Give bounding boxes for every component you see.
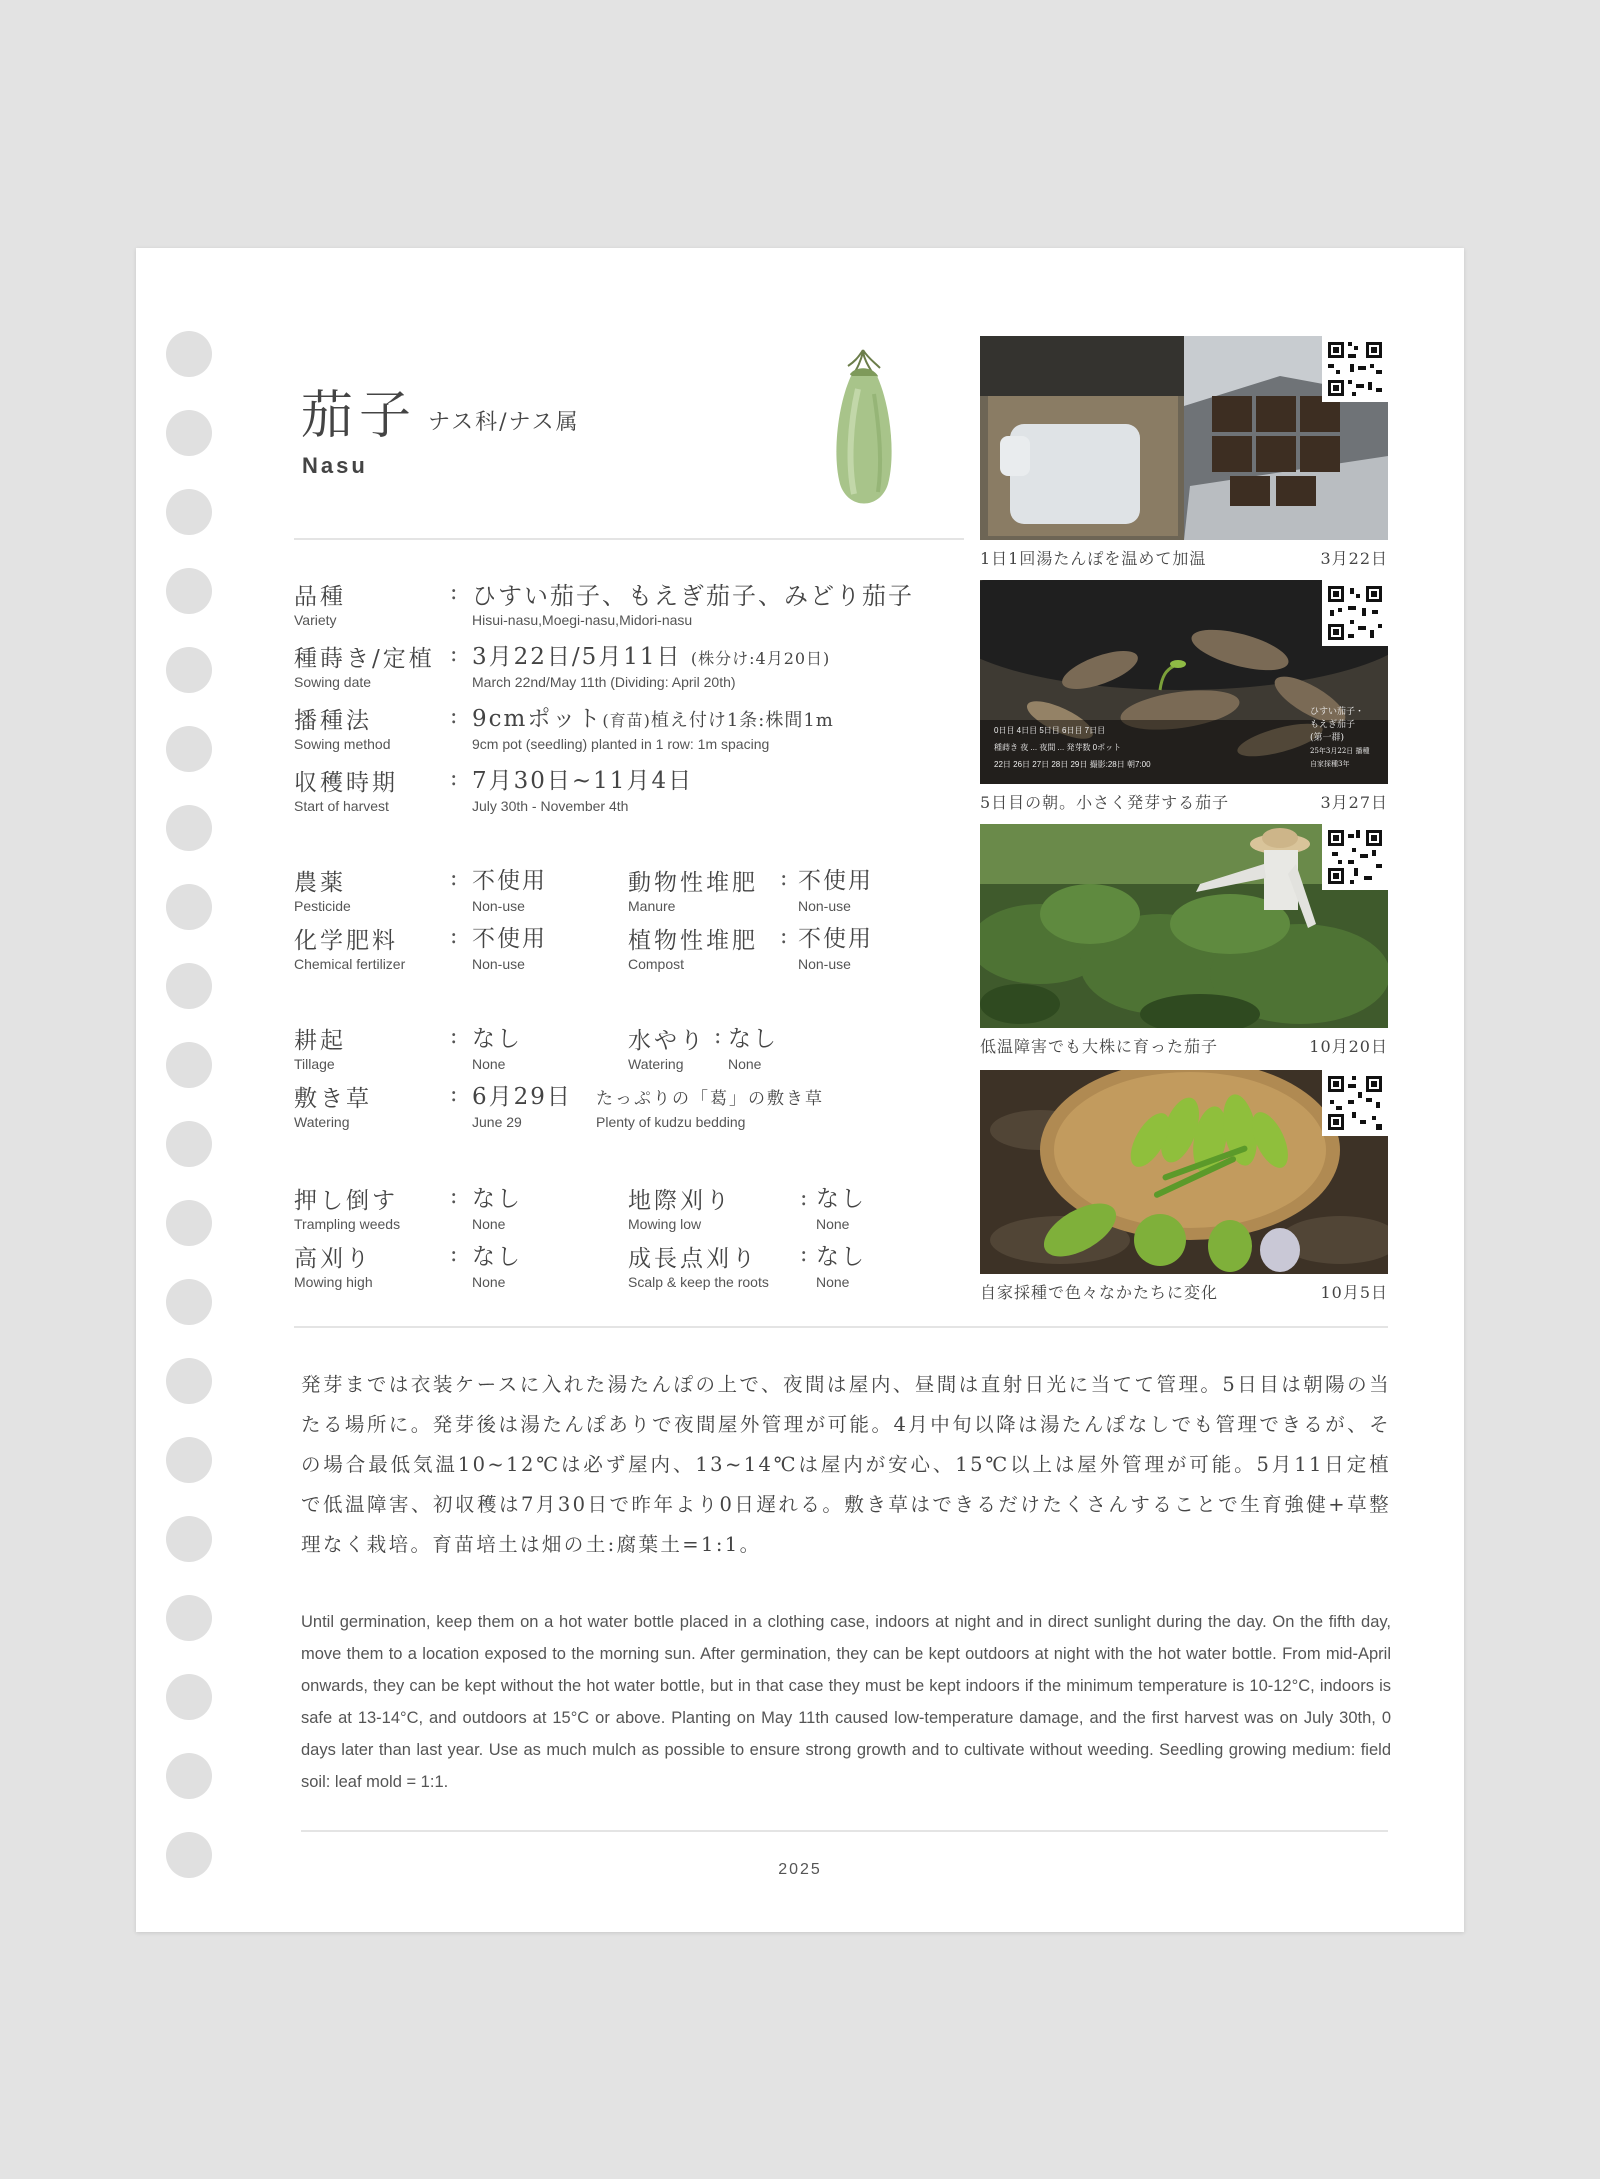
title-divider bbox=[294, 538, 964, 540]
method-value-en: 9cm pot (seedling) planted in 1 row: 1m spacing bbox=[472, 736, 770, 752]
caption-text: 1日1回湯たんぽを温めて加温 bbox=[980, 549, 1207, 568]
description-en: Until germination, keep them on a hot water bottle placed in a clothing case, indoors at night and in direct sunlight during the day. On the fifth day, move them to a location exposed to the morning sun. After germination, they can be kept outdoors at night with the hot water bottle. From mid-April onwards, they can be kept without the hot water bottle, but in that case they must be kept indoors if the minimum temperature is 10-12°C, indoors is safe at 13-14°C, and outdoors at 15°C or above. Planting on May 11th caused low-temperature damage, and the first harvest was on July 30th, 0 days later than last year. Use as much mulch as possible to ensure strong growth and to cultivate without weeding. Seedling growing medium: field soil: leaf mold = 1:1. bbox=[301, 1613, 1391, 1791]
binder-hole bbox=[166, 1753, 212, 1799]
scalp-value: なし bbox=[816, 1244, 866, 1270]
binder-hole bbox=[166, 1121, 212, 1167]
watering-value: なし bbox=[728, 1026, 778, 1052]
harvest-value: 7月30日~11月4日 bbox=[472, 768, 694, 794]
tillage-value: なし bbox=[472, 1026, 522, 1052]
photo-sprouting bbox=[980, 580, 1388, 784]
scalp-label: 成長点刈り bbox=[628, 1246, 758, 1272]
qr-code-icon[interactable] bbox=[1322, 1070, 1388, 1136]
colon: : bbox=[450, 1024, 458, 1049]
overlay-dates: 22日 26日 27日 28日 29日 撮影:28日 朝7:00 bbox=[994, 760, 1151, 769]
mulch-label: 敷き草 bbox=[294, 1086, 372, 1112]
tillage-label: 耕起 bbox=[294, 1028, 346, 1054]
trampling-label-en: Trampling weeds bbox=[294, 1216, 401, 1232]
colon: : bbox=[450, 1242, 458, 1267]
sowing-dates: 3月22日/5月11日 bbox=[472, 644, 682, 670]
binder-hole bbox=[166, 331, 212, 377]
binder-hole bbox=[166, 1516, 212, 1562]
scalp-label-en: Scalp & keep the roots bbox=[628, 1274, 769, 1290]
colon: : bbox=[800, 1186, 808, 1211]
chemical-label: 化学肥料 bbox=[294, 928, 398, 954]
harvest-label: 収穫時期 bbox=[294, 770, 398, 796]
binder-hole bbox=[166, 1674, 212, 1720]
title-romaji: Nasu bbox=[302, 453, 368, 478]
binder-hole bbox=[166, 1200, 212, 1246]
compost-value: 不使用 bbox=[798, 926, 873, 952]
photo-hot-water-bottle bbox=[980, 336, 1388, 540]
binder-hole bbox=[166, 489, 212, 535]
overlay-variety-d: 25年3月22日 播種 bbox=[1310, 747, 1370, 755]
caption-text: 自家採種で色々なかたちに変化 bbox=[980, 1283, 1219, 1302]
method-label-en: Sowing method bbox=[294, 736, 391, 752]
method-label: 播種法 bbox=[294, 708, 372, 734]
photo-overlay-variety bbox=[1310, 706, 1370, 771]
photo-caption bbox=[980, 1280, 1388, 1303]
mulch-label-en: Watering bbox=[294, 1114, 350, 1130]
watering-label-en: Watering bbox=[628, 1056, 684, 1072]
binder-hole bbox=[166, 1042, 212, 1088]
manure-label: 動物性堆肥 bbox=[628, 870, 758, 896]
mulch-note-en: Plenty of kudzu bedding bbox=[596, 1114, 746, 1130]
mulch-value-en: June 29 bbox=[472, 1114, 522, 1130]
variety-label: 品種 bbox=[294, 584, 346, 610]
chemical-value-en: Non-use bbox=[472, 956, 525, 972]
mowing-high-label-en: Mowing high bbox=[294, 1274, 373, 1290]
colon: : bbox=[780, 924, 788, 949]
variety-value-en: Hisui-nasu,Moegi-nasu,Midori-nasu bbox=[472, 612, 693, 628]
overlay-days: 0日目 4日目 5日目 6日目 7日目 bbox=[994, 726, 1106, 735]
tillage-value-en: None bbox=[472, 1056, 506, 1072]
year-footer: 2025 bbox=[778, 1861, 822, 1878]
trampling-label: 押し倒す bbox=[294, 1188, 398, 1214]
pesticide-label-en: Pesticide bbox=[294, 898, 351, 914]
qr-code-icon[interactable] bbox=[1322, 336, 1388, 402]
planting-note: 植え付け1条:株間1m bbox=[650, 710, 834, 731]
sowing-label: 種蒔き/定植 bbox=[294, 646, 435, 672]
document-page bbox=[136, 248, 1464, 1932]
mowing-low-label: 地際刈り bbox=[628, 1188, 732, 1214]
pesticide-value: 不使用 bbox=[472, 868, 547, 894]
chemical-value: 不使用 bbox=[472, 926, 547, 952]
binder-hole bbox=[166, 805, 212, 851]
overlay-variety-b: もえぎ茄子 bbox=[1310, 720, 1356, 730]
watering-value-en: None bbox=[728, 1056, 762, 1072]
manure-value-en: Non-use bbox=[798, 898, 851, 914]
photo-caption bbox=[980, 790, 1388, 813]
harvest-value-en: July 30th - November 4th bbox=[472, 798, 629, 814]
manure-label-en: Manure bbox=[628, 898, 676, 914]
binder-hole bbox=[166, 884, 212, 930]
colon: : bbox=[714, 1024, 722, 1049]
binder-hole bbox=[166, 963, 212, 1009]
caption-text: 5日目の朝。小さく発芽する茄子 bbox=[980, 793, 1230, 812]
eggplant-illustration bbox=[828, 344, 898, 512]
section-divider bbox=[294, 1326, 1388, 1328]
mowing-high-value-en: None bbox=[472, 1274, 506, 1290]
photo-harvest-basket bbox=[980, 1070, 1388, 1274]
photo-eggplant-plants bbox=[980, 824, 1388, 1028]
colon: : bbox=[450, 1184, 458, 1209]
dividing-note: (株分け:4月20日) bbox=[690, 649, 831, 668]
colon: : bbox=[450, 924, 458, 949]
caption-text: 低温障害でも大株に育った茄子 bbox=[980, 1037, 1219, 1056]
seedling-note: (育苗) bbox=[602, 711, 651, 730]
photo-caption bbox=[980, 546, 1388, 569]
caption-date: 10月5日 bbox=[1320, 1283, 1388, 1302]
overlay-rows: 種蒔き 夜 ... 夜間 ... 発芽数 0ポット bbox=[994, 743, 1122, 752]
mowing-low-value-en: None bbox=[816, 1216, 850, 1232]
pesticide-value-en: Non-use bbox=[472, 898, 525, 914]
mowing-high-label: 高刈り bbox=[294, 1246, 372, 1272]
colon: : bbox=[450, 704, 458, 729]
variety-value: ひすい茄子、もえぎ茄子、みどり茄子 bbox=[472, 582, 914, 610]
colon: : bbox=[450, 766, 458, 791]
qr-code-icon[interactable] bbox=[1322, 824, 1388, 890]
compost-label: 植物性堆肥 bbox=[628, 928, 758, 954]
mulch-value: 6月29日 bbox=[472, 1084, 572, 1110]
colon: : bbox=[450, 866, 458, 891]
pesticide-label: 農薬 bbox=[294, 870, 346, 896]
sowing-value-en: March 22nd/May 11th (Dividing: April 20th) bbox=[472, 674, 736, 690]
binder-hole bbox=[166, 1595, 212, 1641]
tillage-label-en: Tillage bbox=[294, 1056, 335, 1072]
caption-date: 10月20日 bbox=[1309, 1037, 1388, 1056]
photo-overlay-text bbox=[994, 722, 1151, 773]
binder-hole bbox=[166, 1437, 212, 1483]
compost-value-en: Non-use bbox=[798, 956, 851, 972]
harvest-label-en: Start of harvest bbox=[294, 798, 389, 814]
mowing-low-label-en: Mowing low bbox=[628, 1216, 702, 1232]
colon: : bbox=[450, 580, 458, 605]
colon: : bbox=[780, 866, 788, 891]
caption-date: 3月22日 bbox=[1320, 549, 1388, 568]
binder-hole bbox=[166, 568, 212, 614]
plant-family: ナス科/ナス属 bbox=[428, 410, 580, 435]
mulch-note: たっぷりの「葛」の敷き草 bbox=[596, 1089, 824, 1109]
trampling-value-en: None bbox=[472, 1216, 506, 1232]
binder-hole bbox=[166, 726, 212, 772]
binder-hole bbox=[166, 1358, 212, 1404]
sowing-value bbox=[472, 638, 830, 671]
overlay-variety-c: (第一群) bbox=[1310, 733, 1345, 743]
photo-caption bbox=[980, 1034, 1388, 1057]
variety-label-en: Variety bbox=[294, 612, 337, 628]
description-jp: 発芽までは衣装ケースに入れた湯たんぽの上で、夜間は屋内、昼間は直射日光に当てて管理。5日目は朝陽の当たる場所に。発芽後は湯たんぽありで夜間屋外管理が可能。4月中旬以降は湯たんぽなしでも管理できるが、その場合最低気温10~12℃は必ず屋内、13~14℃は屋内が安心、15℃以上は屋外管理が可能。5月11日定植で低温障害、初収穫は7月30日で昨年より0日遅れる。敷き草はできるだけたくさんすることで生育強健+草整理なく栽培。育苗培土は畑の土:腐葉土=1:1。 bbox=[301, 1373, 1391, 1556]
overlay-variety-a: ひすい茄子・ bbox=[1310, 707, 1365, 717]
scalp-value-en: None bbox=[816, 1274, 850, 1290]
footer-divider bbox=[301, 1830, 1388, 1832]
colon: : bbox=[450, 1082, 458, 1107]
mowing-low-value: なし bbox=[816, 1186, 866, 1212]
colon: : bbox=[450, 642, 458, 667]
overlay-variety-e: 自家採種3年 bbox=[1310, 760, 1350, 768]
chemical-label-en: Chemical fertilizer bbox=[294, 956, 406, 972]
qr-code-icon[interactable] bbox=[1322, 580, 1388, 646]
sowing-label-en: Sowing date bbox=[294, 674, 372, 690]
binder-hole bbox=[166, 410, 212, 456]
colon: : bbox=[800, 1242, 808, 1267]
method-value bbox=[472, 700, 834, 733]
binder-hole bbox=[166, 647, 212, 693]
mowing-high-value: なし bbox=[472, 1244, 522, 1270]
pot-size: 9cmポット bbox=[472, 706, 603, 732]
trampling-value: なし bbox=[472, 1186, 522, 1212]
compost-label-en: Compost bbox=[628, 956, 685, 972]
caption-date: 3月27日 bbox=[1320, 793, 1388, 812]
page-title: 茄子 bbox=[301, 386, 418, 446]
binder-hole bbox=[166, 1279, 212, 1325]
manure-value: 不使用 bbox=[798, 868, 873, 894]
watering-label: 水やり bbox=[628, 1028, 706, 1054]
